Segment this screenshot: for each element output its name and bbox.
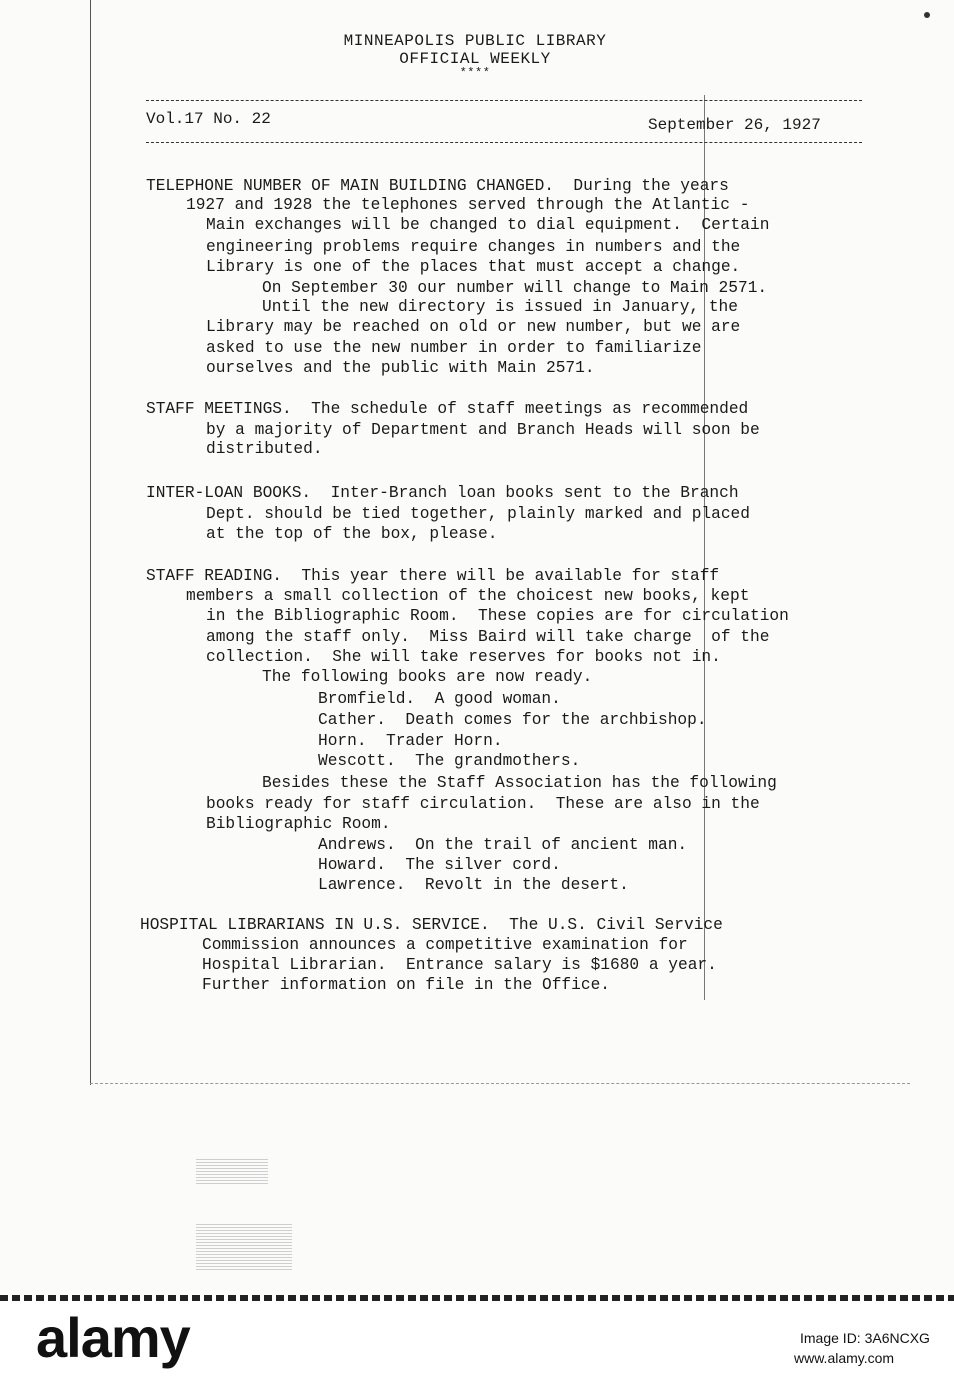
bottom-margin-rule — [90, 1083, 910, 1084]
header-rule-bottom — [146, 142, 862, 143]
article-staff-reading-text: in the Bibliographic Room. These copies are for circulation — [206, 607, 789, 625]
article-telephone-text: Main exchanges will be changed to dial equipment. Certain — [206, 216, 770, 234]
article-staff-reading-text: members a small collection of the choicest new books, kept — [186, 587, 750, 605]
article-staff-reading-heading: STAFF READING. This year there will be available for staff — [146, 567, 720, 585]
article-telephone-text: 1927 and 1928 the telephones served through the Atlantic - — [186, 196, 750, 214]
article-telephone-text: asked to use the new number in order to familiarize — [206, 339, 702, 357]
article-inter-loan-heading: INTER-LOAN BOOKS. Inter-Branch loan books sent to the Branch — [146, 484, 739, 502]
article-staff-reading-text: among the staff only. Miss Baird will take charge of the — [206, 628, 770, 646]
book-list-item: Bromfield. A good woman. — [318, 690, 561, 708]
article-hospital-librarians-text: Commission announces a competitive examination for — [202, 936, 688, 954]
article-staff-reading-text: Bibliographic Room. — [206, 815, 391, 833]
book-list-item: Andrews. On the trail of ancient man. — [318, 836, 688, 854]
book-list-item: Cather. Death comes for the archbishop. — [318, 711, 707, 729]
book-list-item: Lawrence. Revolt in the desert. — [318, 876, 629, 894]
left-margin-rule — [90, 0, 91, 1085]
article-staff-meetings-heading: STAFF MEETINGS. The schedule of staff meetings as recommended — [146, 400, 749, 418]
article-staff-reading-text: The following books are now ready. — [262, 668, 593, 686]
book-list-item: Wescott. The grandmothers. — [318, 752, 581, 770]
article-telephone-text: On September 30 our number will change to Main 2571. — [262, 279, 768, 297]
ink-speck — [924, 12, 930, 18]
image-id-label: Image ID: 3A6NCXG — [800, 1330, 930, 1346]
masthead-ornament: **** — [459, 66, 491, 80]
article-telephone-text: ourselves and the public with Main 2571. — [206, 359, 595, 377]
article-telephone-text: Library may be reached on old or new number, but we are — [206, 318, 741, 336]
watermark-bar-edge — [0, 1295, 954, 1301]
masthead-subtitle: OFFICIAL WEEKLY — [399, 50, 551, 68]
scan-artifact — [196, 1158, 268, 1184]
article-telephone-heading: TELEPHONE NUMBER OF MAIN BUILDING CHANGED. During the years — [146, 177, 729, 195]
article-staff-meetings-text: distributed. — [206, 440, 323, 458]
article-staff-reading-text: collection. She will take reserves for books not in. — [206, 648, 721, 666]
book-list-item: Howard. The silver cord. — [318, 856, 561, 874]
scan-artifact — [196, 1224, 292, 1270]
header-rule-top — [146, 100, 862, 101]
article-telephone-text: engineering problems require changes in numbers and the — [206, 238, 741, 256]
article-inter-loan-text: at the top of the box, please. — [206, 525, 498, 543]
masthead-title: MINNEAPOLIS PUBLIC LIBRARY — [343, 32, 607, 50]
alamy-logo: alamy — [36, 1306, 190, 1369]
book-list-item: Horn. Trader Horn. — [318, 732, 503, 750]
article-staff-meetings-text: by a majority of Department and Branch Heads will soon be — [206, 421, 760, 439]
article-staff-reading-text: Besides these the Staff Association has the following — [262, 774, 777, 792]
article-staff-reading-text: books ready for staff circulation. These are also in the — [206, 795, 760, 813]
volume-number: Vol.17 No. 22 — [146, 110, 271, 128]
article-inter-loan-text: Dept. should be tied together, plainly marked and placed — [206, 505, 750, 523]
article-hospital-librarians-text: Further information on file in the Office. — [202, 976, 610, 994]
article-telephone-text: Library is one of the places that must accept a change. — [206, 258, 741, 276]
issue-date: September 26, 1927 — [648, 116, 821, 134]
article-hospital-librarians-heading: HOSPITAL LIBRARIANS IN U.S. SERVICE. The U.S. Civil Service — [140, 916, 723, 934]
article-hospital-librarians-text: Hospital Librarian. Entrance salary is $1680 a year. — [202, 956, 717, 974]
watermark-url: www.alamy.com — [794, 1350, 895, 1366]
article-telephone-text: Until the new directory is issued in January, the — [262, 298, 738, 316]
